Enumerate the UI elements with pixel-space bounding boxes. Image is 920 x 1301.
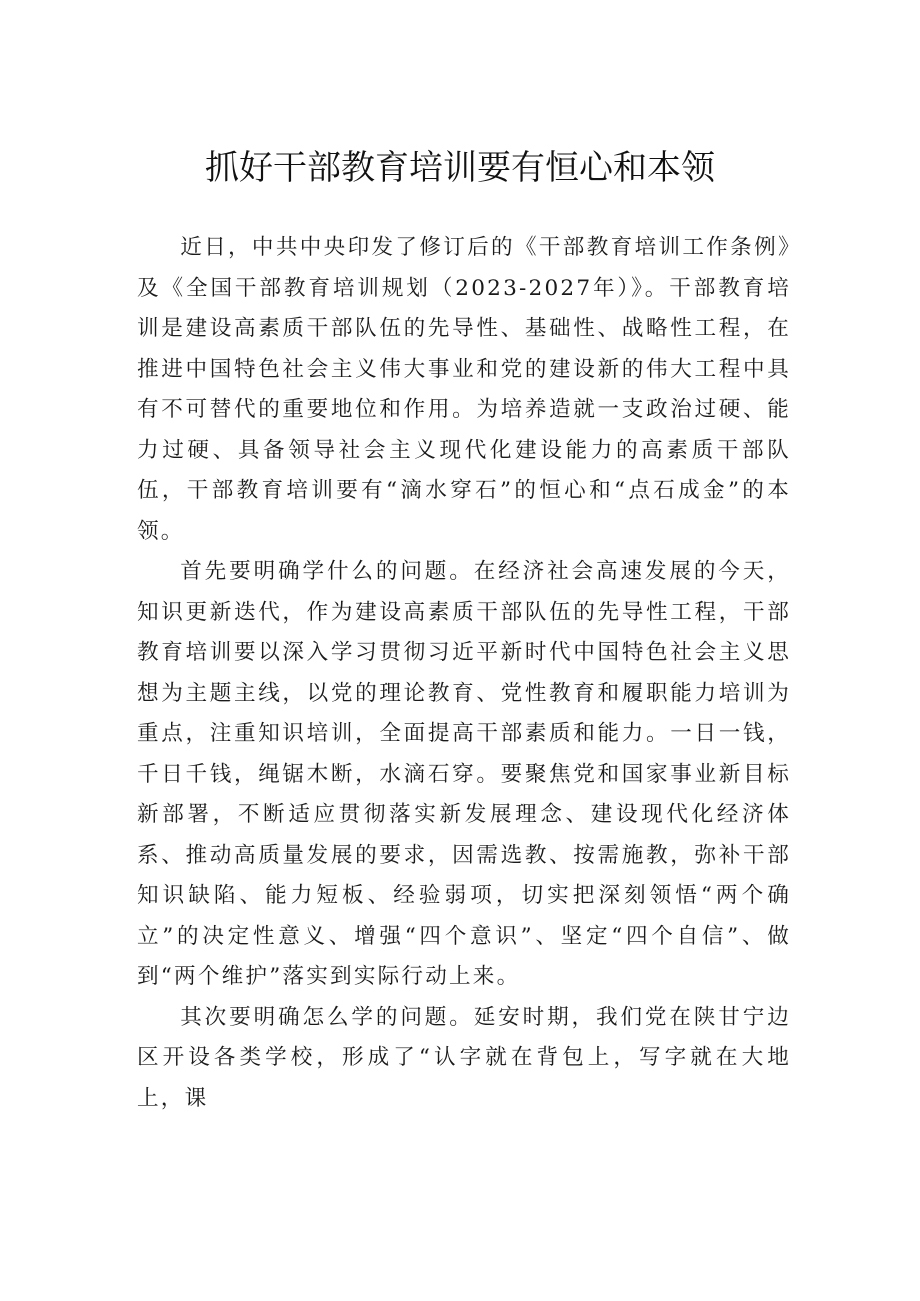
document-body xyxy=(137,228,791,1119)
paragraph-3: 其次要明确怎么学的问题。延安时期，我们党在陕甘宁边区开设各类学校，形成了“认字就在背包上，写字就在大地上，课 xyxy=(137,1004,791,1111)
paragraph-2: 首先要明确学什么的问题。在经济社会高速发展的今天，知识更新迭代，作为建设高素质干部队伍的先导性工程，干部教育培训要以深入学习贯彻习近平新时代中国特色社会主义思想为主题主线，以党的理论教育、党性教育和履职能力培训为重点，注重知识培训，全面提高干部素质和能力。一日一钱，千日千钱，绳锯木断，水滴石穿。要聚焦党和国家事业新目标新部署，不断适应贯彻落实新发展理念、建设现代化经济体系、推动高质量发展的要求，因需选教、按需施教，弥补干部知识缺陷、能力短板、经验弱项，切实把深刻领悟“两个确立”的决定性意义、增强“四个意识”、坚定“四个自信”、做到“两个维护”落实到实际行动上来。 xyxy=(137,559,791,989)
paragraph-1: 近日，中共中央印发了修订后的《干部教育培训工作条例》及《全国干部教育培训规划（2023-2027年）》。干部教育培训是建设高素质干部队伍的先导性、基础性、战略性工程，在推进中国特色社会主义伟大事业和党的建设新的伟大工程中具有不可替代的重要地位和作用。为培养造就一支政治过硬、能力过硬、具备领导社会主义现代化建设能力的高素质干部队伍，干部教育培训要有“滴水穿石”的恒心和“点石成金”的本领。 xyxy=(137,235,791,544)
document-title: 抓好干部教育培训要有恒心和本领 xyxy=(205,148,715,188)
